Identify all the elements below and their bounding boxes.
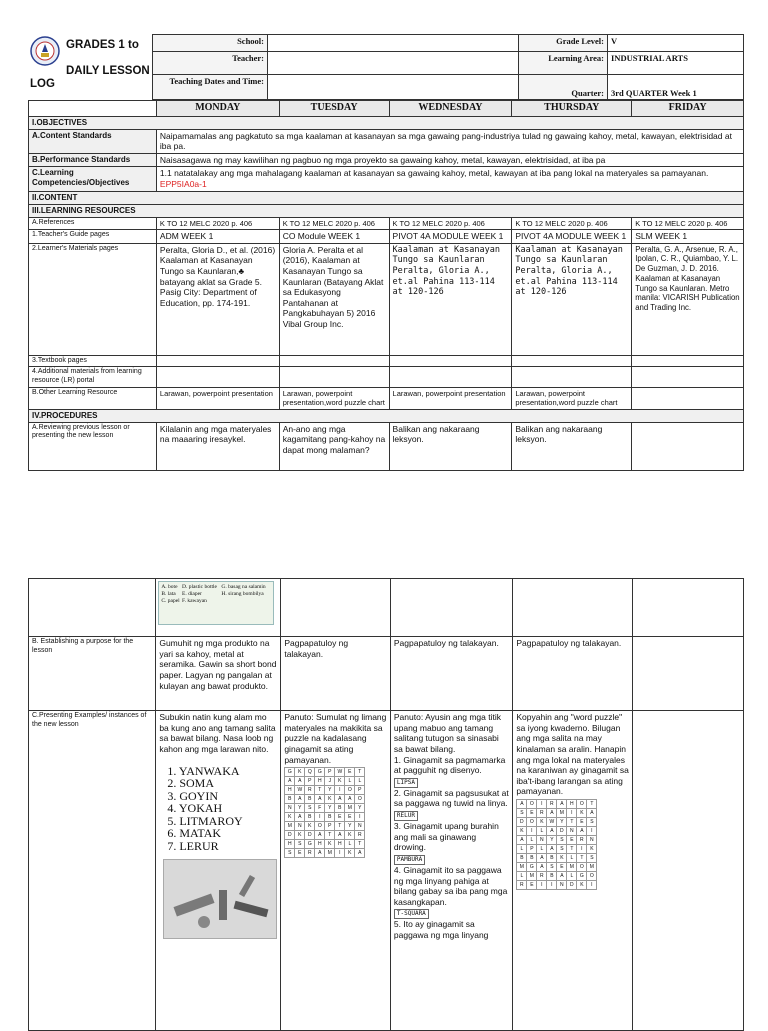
tg-wed: PIVOT 4A MODULE WEEK 1 (389, 230, 512, 244)
scrambled-word: 5. LITMAROY (167, 813, 243, 828)
title-line2: DAILY LESSON (66, 64, 150, 77)
scrambled-word: 3. GOYIN (167, 788, 218, 803)
dates-field (268, 75, 519, 100)
puzzle-cell: K (295, 768, 305, 777)
puzzle-thu-cell: A (547, 827, 557, 836)
puzzle-row (285, 777, 365, 786)
puzzle-thu-cell: A (517, 836, 527, 845)
option-g: G. basag na salamin (221, 584, 266, 590)
puzzle-cell: T (335, 822, 345, 831)
puzzle-thu-cell: A (547, 845, 557, 854)
puzzle-thu-cell: G (527, 863, 537, 872)
tools-image (163, 859, 277, 939)
puzzle-thu-cell: W (547, 818, 557, 827)
puzzle-cell: K (285, 813, 295, 822)
puzzle-thu-cell: K (517, 827, 527, 836)
learning-area-label: Learning Area: (519, 52, 608, 75)
puzzle-cell: A (355, 849, 365, 858)
lm-wed: Kaalaman at Kasanayan Tungo sa Kaunlaran Peralta, Gloria A., et.al Pahina 113-114 at 120-126 (389, 243, 512, 355)
purpose-wed: Pagpapatuloy ng talakayan. (390, 637, 512, 711)
lm-mon: Peralta, Gloria D., et al. (2016) Kaalaman at Kasanayan Tungo sa Kaunlaran,♣ batayang aklat sa Grade 5. Pasig City: Department of Education, pp. 174-191. (156, 243, 279, 355)
purpose-mon: Gumuhit ng mga produkto na yari sa kahoy, metal at seramika. Gawin sa short bond paper. Lagyan ng pangalan at kulayan ang bawat produkto. (156, 637, 281, 711)
puzzle-thu-cell: A (557, 800, 567, 809)
quarter-value: 3rd QUARTER Week 1 (608, 75, 744, 100)
puzzle-cell: Y (355, 804, 365, 813)
puzzle-thu-cell: S (557, 845, 567, 854)
puzzle-thu-row (517, 854, 597, 863)
wed-item-3: 3. Ginagamit upang burahin ang mali sa ginawang drowing. (393, 821, 499, 853)
puzzle-thu-cell: G (577, 872, 587, 881)
puzzle-cell: R (355, 831, 365, 840)
references-wed: K TO 12 MELC 2020 p. 406 (389, 217, 512, 229)
puzzle-cell: A (295, 795, 305, 804)
puzzle-thu-cell: S (587, 854, 597, 863)
puzzle-thu-cell: H (567, 800, 577, 809)
puzzle-thu-cell: B (527, 854, 537, 863)
references-tue: K TO 12 MELC 2020 p. 406 (279, 217, 389, 229)
review-label: A.Reviewing previous lesson or presenting the new lesson (29, 422, 157, 470)
puzzle-row (285, 849, 365, 858)
puzzle-cell: R (305, 849, 315, 858)
puzzle-thu-cell: I (537, 800, 547, 809)
scrambled-word: 7. LERUR (167, 839, 219, 854)
puzzle-cell: L (345, 840, 355, 849)
puzzle-cell: K (325, 840, 335, 849)
wed-item-4: 4. Ginagamit ito sa paggawa ng mga linyang pahiga at bilang gabay sa iba pang mga kasangkapan. (393, 864, 508, 907)
puzzle-row (285, 768, 365, 777)
section-resources: III.LEARNING RESOURCES (29, 204, 744, 217)
references-label: A.References (29, 217, 157, 229)
puzzle-row (285, 831, 365, 840)
other-label: B.Other Learning Resource (29, 387, 157, 409)
references-fri: K TO 12 MELC 2020 p. 406 (632, 217, 744, 229)
references-mon: K TO 12 MELC 2020 p. 406 (156, 217, 279, 229)
learning-area-value: INDUSTRIAL ARTS (608, 52, 744, 75)
puzzle-cell: T (355, 840, 365, 849)
puzzle-cell: K (325, 795, 335, 804)
day-monday: MONDAY (156, 101, 279, 117)
other-tue: Larawan, powerpoint presentation,word puzzle chart (279, 387, 389, 409)
puzzle-thu-row (517, 881, 597, 890)
jumble-3: PAMBURA (394, 855, 425, 865)
puzzle-cell: K (295, 831, 305, 840)
puzzle-cell: D (305, 831, 315, 840)
puzzle-cell: I (335, 849, 345, 858)
competencies-cell (156, 167, 743, 191)
puzzle-thu-row (517, 827, 597, 836)
puzzle-cell: F (315, 804, 325, 813)
puzzle-thu-row (517, 809, 597, 818)
puzzle-thu-cell: B (517, 854, 527, 863)
jumble-1: LIPSA (394, 778, 418, 788)
jumble-2: RELUR (394, 811, 418, 821)
puzzle-thu-row (517, 863, 597, 872)
puzzle-thu-cell: R (577, 836, 587, 845)
puzzle-cell: P (325, 768, 335, 777)
tg-mon: ADM WEEK 1 (156, 230, 279, 244)
school-label: School: (153, 35, 268, 52)
puzzle-thu-cell: M (567, 863, 577, 872)
puzzle-thu-cell: N (567, 827, 577, 836)
puzzle-thu-cell: O (527, 800, 537, 809)
puzzle-thu-cell: N (537, 836, 547, 845)
puzzle-cell: P (305, 777, 315, 786)
puzzle-cell: B (335, 804, 345, 813)
puzzle-thu-cell: L (537, 845, 547, 854)
puzzle-thu-cell: O (577, 800, 587, 809)
puzzle-cell: H (285, 786, 295, 795)
option-f: F. kawayan (181, 597, 207, 604)
puzzle-thu-cell: I (567, 809, 577, 818)
puzzle-thu-cell: I (587, 827, 597, 836)
puzzle-thu-cell: E (567, 836, 577, 845)
puzzle-cell: Q (305, 768, 315, 777)
title-line3: LOG (30, 77, 55, 90)
puzzle-thu-cell: M (527, 872, 537, 881)
puzzle-cell: H (335, 840, 345, 849)
day-friday: FRIDAY (632, 101, 744, 117)
header-table (28, 34, 744, 100)
puzzle-cell: Y (345, 822, 355, 831)
review-thu: Balikan ang nakaraang leksyon. (512, 422, 632, 470)
puzzle-thu-cell: B (547, 872, 557, 881)
puzzle-thu-cell: D (557, 827, 567, 836)
puzzle-thu-cell: S (517, 809, 527, 818)
review-tue: An-ano ang mga kagamitang pang-kahoy na dapat mong malaman? (279, 422, 389, 470)
puzzle-thu-cell: L (567, 854, 577, 863)
tg-tue: CO Module WEEK 1 (279, 230, 389, 244)
teacher-field (268, 52, 519, 75)
tg-label: 1.Teacher's Guide pages (29, 230, 157, 244)
jumble-4: T-SQUARA (394, 909, 429, 919)
puzzle-thu-cell: N (587, 836, 597, 845)
puzzle-row (285, 795, 365, 804)
title-line1: GRADES 1 to (66, 38, 139, 51)
puzzle-thu-cell: A (517, 800, 527, 809)
lesson-log-table-continued (28, 578, 744, 1031)
puzzle-thu-row (517, 836, 597, 845)
quarter-label: Quarter: (519, 75, 608, 100)
examples-tue (281, 711, 391, 1031)
puzzle-thu-cell: E (527, 881, 537, 890)
puzzle-cell: A (315, 831, 325, 840)
puzzle-cell: T (315, 786, 325, 795)
purpose-fri (632, 637, 743, 711)
puzzle-thu-cell: A (537, 863, 547, 872)
puzzle-cell: K (335, 777, 345, 786)
performance-standards-label: B.Performance Standards (29, 153, 157, 167)
scrambled-word: 6. MATAK (167, 826, 222, 841)
puzzle-cell: A (285, 777, 295, 786)
wed-item-1: 1. Ginagamit sa pagmamarka at pagguhit ng disenyo. (393, 754, 506, 776)
competencies-text: 1.1 natatalakay ang mga mahalagang kaalaman at kasanayan sa gawaing kahoy, metal, kawayan at iba pang lokal na materyales sa pamayanan. (159, 168, 709, 179)
puzzle-thu-cell: L (517, 845, 527, 854)
lm-thu: Kaalaman at Kasanayan Tungo sa Kaunlaran Peralta, Gloria A., et.al Pahina 113-114 at 120-126 (512, 243, 632, 355)
puzzle-cell: W (295, 786, 305, 795)
puzzle-thu-cell: T (567, 845, 577, 854)
lesson-log-table (28, 100, 744, 471)
lm-fri: Peralta, G. A., Arsenue, R. A., Ipolan, C. R., Quiambao, Y. L. De Guzman, J. D. 2016. Kaalaman at Kasanayan Tungo sa Kaunlaran. Metro manila: VICARISH Publication and Trading Inc. (632, 243, 744, 355)
puzzle-thu-cell: K (537, 818, 547, 827)
puzzle-cell: P (325, 822, 335, 831)
scrambled-word: 2. SOMA (167, 776, 215, 791)
grade-level-label: Grade Level: (519, 35, 608, 52)
puzzle-thu-cell: I (547, 881, 557, 890)
puzzle-cell: Y (325, 786, 335, 795)
puzzle-thu-cell: L (537, 827, 547, 836)
puzzle-thu-cell: T (577, 854, 587, 863)
puzzle-cell: G (285, 768, 295, 777)
puzzle-cell: A (345, 795, 355, 804)
puzzle-thu-cell: R (547, 800, 557, 809)
puzzle-cell: H (315, 840, 325, 849)
examples-wed-intro: Panuto: Ayusin ang mga titik upang mabuo ang tamang salitang tutugon sa sinasabi sa bawat bilang. (393, 712, 501, 754)
puzzle-row (285, 804, 365, 813)
puzzle-cell: J (325, 777, 335, 786)
puzzle-thu-cell: L (517, 872, 527, 881)
scrambled-word-list (167, 765, 277, 853)
puzzle-cell: S (305, 804, 315, 813)
puzzle-thu-cell: A (577, 827, 587, 836)
puzzle-thu-cell: L (527, 836, 537, 845)
puzzle-thu-row (517, 800, 597, 809)
other-thu: Larawan, powerpoint presentation,word puzzle chart (512, 387, 632, 409)
puzzle-thu-cell: E (527, 809, 537, 818)
section-objectives: I.OBJECTIVES (29, 116, 744, 129)
puzzle-cell: A (315, 795, 325, 804)
option-a: A. bote (161, 584, 178, 590)
puzzle-cell: T (355, 768, 365, 777)
dates-label: Teaching Dates and Time: (153, 75, 268, 100)
puzzle-thu-cell: O (527, 818, 537, 827)
puzzle-thu-cell: P (527, 845, 537, 854)
puzzle-cell: G (305, 840, 315, 849)
puzzle-thu-cell: K (577, 809, 587, 818)
puzzle-cell: M (325, 849, 335, 858)
performance-standards-text: Naisasagawa ng may kawilihan ng pagbuo ng mga proyekto sa gawaing kahoy, metal, kawayan, elektrisidad, at iba pa (156, 153, 743, 167)
puzzle-row (285, 786, 365, 795)
school-field (268, 35, 519, 52)
puzzle-thu-cell: Y (557, 818, 567, 827)
puzzle-cell: L (355, 777, 365, 786)
scrambled-word: 4. YOKAH (167, 801, 223, 816)
additional-label: 4.Additional materials from learning resource (LR) portal (29, 367, 157, 388)
puzzle-thu-cell: E (557, 863, 567, 872)
corner-cell (29, 101, 157, 117)
other-fri (632, 387, 744, 409)
puzzle-thu-cell: A (537, 854, 547, 863)
review-options-image (158, 581, 274, 625)
other-mon: Larawan, powerpoint presentation (156, 387, 279, 409)
puzzle-thu-cell: N (557, 881, 567, 890)
puzzle-thu-cell: M (557, 809, 567, 818)
option-e: E. diaper (181, 590, 202, 597)
puzzle-cell: N (285, 804, 295, 813)
puzzle-cell: B (285, 795, 295, 804)
puzzle-thu-cell: M (587, 863, 597, 872)
puzzle-cell: S (295, 840, 305, 849)
section-procedures: IV.PROCEDURES (29, 409, 744, 422)
review-mon: Kilalanin ang mga materyales na maaaring iresaykel. (156, 422, 279, 470)
puzzle-row (285, 813, 365, 822)
puzzle-cell: M (285, 822, 295, 831)
puzzle-thu-cell: R (537, 809, 547, 818)
puzzle-thu-row (517, 872, 597, 881)
puzzle-cell: B (325, 813, 335, 822)
puzzle-cell: E (345, 768, 355, 777)
puzzle-cell: P (355, 786, 365, 795)
puzzle-cell: D (285, 831, 295, 840)
puzzle-thu-cell: K (587, 845, 597, 854)
puzzle-thu-row (517, 845, 597, 854)
purpose-tue: Pagpapatuloy ng talakayan. (281, 637, 391, 711)
puzzle-cell: K (305, 822, 315, 831)
references-thu: K TO 12 MELC 2020 p. 406 (512, 217, 632, 229)
option-c: C. papel (161, 597, 180, 604)
puzzle-cell: N (295, 822, 305, 831)
day-header-row (29, 101, 744, 117)
examples-fri (632, 711, 743, 1031)
puzzle-cell: A (335, 795, 345, 804)
puzzle-cell: W (335, 768, 345, 777)
puzzle-cell: I (315, 813, 325, 822)
purpose-label: B. Establishing a purpose for the lesson (29, 637, 156, 711)
review-wed: Balikan ang nakaraang leksyon. (389, 422, 512, 470)
puzzle-thu-cell: K (557, 854, 567, 863)
puzzle-thu-cell: L (567, 872, 577, 881)
puzzle-cell: T (325, 831, 335, 840)
puzzle-cell: M (345, 804, 355, 813)
puzzle-cell: B (305, 813, 315, 822)
puzzle-cell: K (345, 849, 355, 858)
day-thursday: THURSDAY (512, 101, 632, 117)
option-h: H. sirang bombilya (221, 590, 264, 597)
puzzle-cell: G (315, 768, 325, 777)
review-fri (632, 422, 744, 470)
wed-item-5: 5. Ito ay ginagamit sa paggawa ng mga linyang (393, 919, 489, 940)
puzzle-cell: K (345, 831, 355, 840)
option-b: B. lata (161, 590, 176, 597)
other-wed: Larawan, powerpoint presentation (389, 387, 512, 409)
puzzle-thu-cell: R (537, 872, 547, 881)
textbook-label: 3.Textbook pages (29, 355, 157, 367)
examples-mon (156, 711, 281, 1031)
tg-thu: PIVOT 4A MODULE WEEK 1 (512, 230, 632, 244)
puzzle-thu-cell: S (557, 836, 567, 845)
day-wednesday: WEDNESDAY (389, 101, 512, 117)
puzzle-cell: L (345, 777, 355, 786)
examples-tue-intro: Panuto: Sumulat ng limang materyales na makikita sa puzzle na kadalasang ginagamit sa ating pamayanan. (284, 712, 387, 765)
puzzle-cell: E (345, 813, 355, 822)
puzzle-cell: R (305, 786, 315, 795)
puzzle-thu-cell: O (587, 872, 597, 881)
puzzle-cell: H (315, 777, 325, 786)
puzzle-thu-cell: B (547, 854, 557, 863)
puzzle-cell: O (345, 786, 355, 795)
puzzle-cell: Y (295, 804, 305, 813)
puzzle-cell: E (295, 849, 305, 858)
puzzle-cell: I (335, 786, 345, 795)
puzzle-cell: A (295, 777, 305, 786)
puzzle-thu-cell: A (587, 809, 597, 818)
puzzle-thu-cell: T (567, 818, 577, 827)
content-standards-label: A.Content Standards (29, 129, 157, 153)
puzzle-cell: O (355, 795, 365, 804)
examples-thu (513, 711, 632, 1031)
puzzle-row (285, 822, 365, 831)
puzzle-cell: A (295, 813, 305, 822)
puzzle-thu-cell: S (547, 863, 557, 872)
puzzle-thu-cell: A (547, 809, 557, 818)
purpose-thu: Pagpapatuloy ng talakayan. (513, 637, 632, 711)
puzzle-thu-cell: I (587, 881, 597, 890)
section-content: II.CONTENT (29, 191, 744, 204)
puzzle-thu-cell: K (577, 881, 587, 890)
puzzle-cell: I (355, 813, 365, 822)
puzzle-thu-cell: O (577, 863, 587, 872)
day-tuesday: TUESDAY (279, 101, 389, 117)
puzzle-thu-cell: I (577, 845, 587, 854)
puzzle-cell: H (285, 840, 295, 849)
puzzle-thu-row (517, 818, 597, 827)
tg-fri: SLM WEEK 1 (632, 230, 744, 244)
option-d: D. plastic bottle (181, 584, 217, 590)
puzzle-thu-cell: I (537, 881, 547, 890)
scrambled-word: 1. YANWAKA (167, 763, 240, 778)
puzzle-thu-cell: Y (547, 836, 557, 845)
competencies-label: C.Learning Competencies/Objectives (29, 167, 157, 191)
puzzle-thu-cell: R (517, 881, 527, 890)
puzzle-row (285, 840, 365, 849)
puzzle-thu-cell: I (527, 827, 537, 836)
lm-label: 2.Learner's Materials pages (29, 243, 157, 355)
puzzle-cell: O (315, 822, 325, 831)
word-puzzle-grid (284, 767, 365, 858)
teacher-label: Teacher: (153, 52, 268, 75)
puzzle-thu-cell: D (517, 818, 527, 827)
puzzle-cell: Y (325, 804, 335, 813)
puzzle-cell: S (285, 849, 295, 858)
puzzle-thu-cell: T (587, 800, 597, 809)
competency-code: EPP5IA0a-1 (159, 179, 207, 189)
puzzle-thu-cell: D (567, 881, 577, 890)
word-puzzle-grid-thu (516, 799, 597, 890)
puzzle-thu-cell: A (557, 872, 567, 881)
puzzle-cell: A (335, 831, 345, 840)
puzzle-thu-cell: S (587, 818, 597, 827)
puzzle-cell: N (355, 822, 365, 831)
content-standards-text: Naipamamalas ang pagkatuto sa mga kaalaman at kasanayan sa mga gawaing pang-industriya tulad ng gawaing kahoy, metal, kawayan, elektrisidad at iba pa. (156, 129, 743, 153)
puzzle-cell: E (335, 813, 345, 822)
puzzle-thu-cell: M (517, 863, 527, 872)
puzzle-cell: A (315, 849, 325, 858)
examples-mon-intro: Subukin natin kung alam mo ba kung ano ang tamang salita sa bawat bilang. Nasa loob ng kahon ang mga larawan nito. (159, 712, 276, 754)
examples-thu-intro: Kopyahin ang "word puzzle" sa iyong kwaderno. Bilugan ang mga salita na may kinalaman sa aralin. Hanapin ang mga lokal na materyales na karaniwan ay ginagamit sa iba't-ibang larangan sa ating pamayanan. (516, 712, 629, 797)
puzzle-cell: B (305, 795, 315, 804)
examples-wed (390, 711, 512, 1031)
lm-tue: Gloria A. Peralta et al (2016), Kaalaman at Kasanayan Tungo sa Kaunlaran (Batayang Aklat sa Edukasyong Pantahanan at Pangkabuhayan 5) 2016 Vibal Group Inc. (279, 243, 389, 355)
examples-label: C.Presenting Examples/ instances of the new lesson (29, 711, 156, 1031)
wed-item-2: 2. Ginagamit sa pagsusukat at sa paggawa ng tuwid na linya. (393, 787, 509, 809)
puzzle-thu-cell: E (577, 818, 587, 827)
grade-level-value: V (608, 35, 744, 52)
